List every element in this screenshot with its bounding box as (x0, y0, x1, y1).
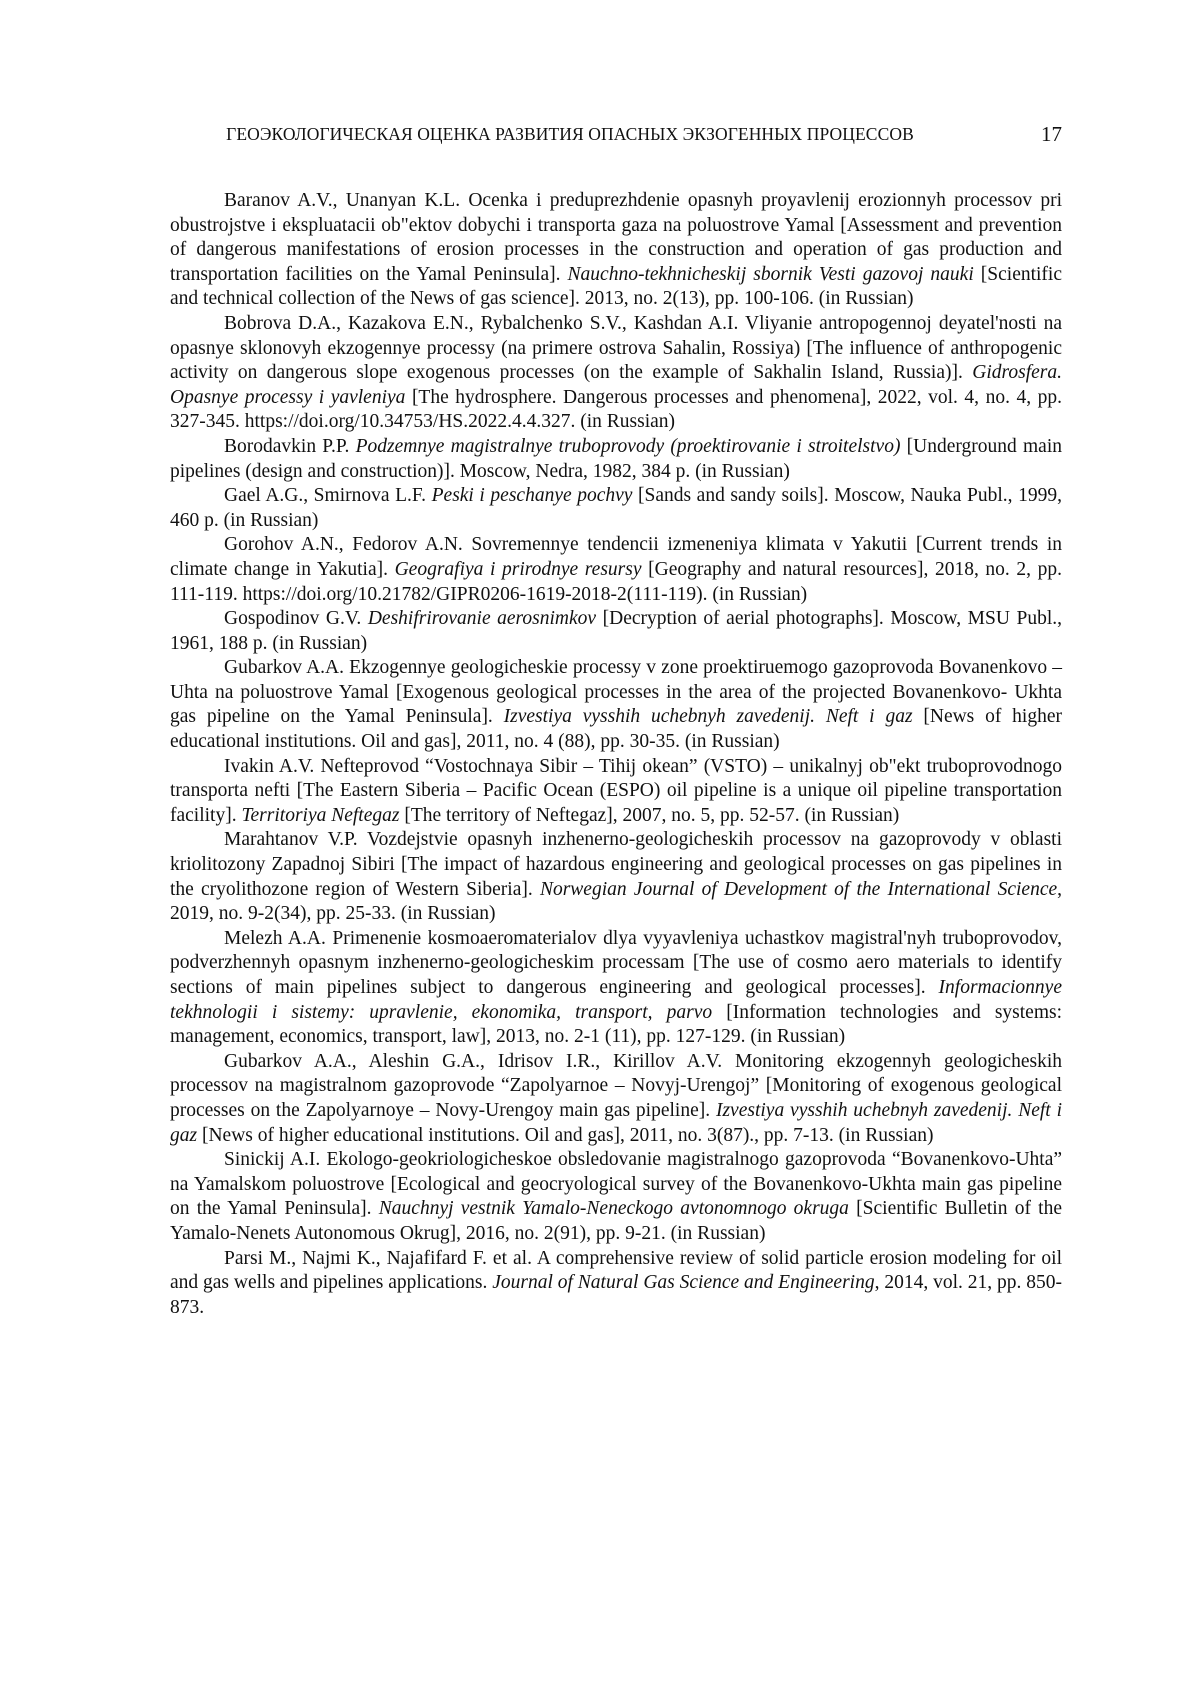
reference-journal: Territoriya Neftegaz (241, 804, 400, 826)
reference-journal: Nauchno-tekhnicheskij sbornik Vesti gazovoj nauki (567, 263, 974, 285)
reference-authors: Ivakin A.V. (224, 755, 321, 777)
reference-item (170, 828, 1062, 926)
reference-details: [The hydrosphere. Dangerous processes and phenomena], 2022, vol. 4, no. 4, pp. 327-345. https://doi.org/10.34753/HS.2022.4.4.327. (in Russian) (170, 386, 1062, 433)
reference-authors: Gael A.G., Smirnova L.F. (224, 485, 432, 507)
reference-text: Primenenie kosmoaeromaterialov dlya vyyavleniya uchastkov magistral'nyh truboprovodov, podverzhennyh opasnym inzhenerno-geologicheskim processam [The use of cosmo aero materials to identify sections of main pipelines subject to dangerous engineering and geological processes]. (170, 927, 1063, 998)
reference-text: Ocenka i preduprezhdenie opasnyh proyavlenij erozionnyh processov pri obustrojstve i ekspluatacii ob"ektov dobychi i transporta gaza na poluostrove Yamal [Assessment and prevention of dangerous manifestations of erosion processes in the construction and operation of gas production and transportation facilities on the Yamal Peninsula]. (170, 190, 1062, 285)
reference-details: , 2019, no. 9-2(34), pp. 25-33. (in Russian) (170, 878, 1063, 925)
reference-item (170, 189, 1062, 312)
running-title: ГЕОЭКОЛОГИЧЕСКАЯ ОЦЕНКА РАЗВИТИЯ ОПАСНЫХ ЭКЗОГЕННЫХ ПРОЦЕССОВ (226, 124, 914, 144)
reference-item (170, 1247, 1062, 1321)
reference-item (170, 484, 1062, 533)
reference-authors: Sinickij A.I. (224, 1149, 327, 1171)
reference-item (170, 927, 1062, 1050)
reference-journal: Peski i peschanye pochvy (431, 485, 633, 507)
reference-authors: Baranov A.V., Unanyan K.L. (224, 190, 469, 211)
reference-details: [News of higher educational institutions. Oil and gas], 2011, no. 3(87)., pp. 7-13. (in Russian) (197, 1124, 934, 1146)
reference-details: [Scientific Bulletin of the Yamalo-Nenets Autonomous Okrug], 2016, no. 2(91), pp. 9-21. (in Russian) (170, 1198, 1063, 1244)
page-number: 17 (1041, 122, 1062, 146)
reference-authors: Parsi M., Najmi K., Najafifard F. et al. (224, 1247, 537, 1269)
reference-text: Ekologo-geokriologicheskoe obsledovanie magistralnogo gazoprovoda “Bovanenkovo-Uhta” na Yamalskom poluostrove [Ecological and geocryological survey of the Bovanenkovo-Ukhta main gas pipeline on the Yamal Peninsula]. (170, 1149, 1063, 1220)
reference-journal: Norwegian Journal of Development of the International Science (539, 878, 1058, 900)
reference-item (170, 533, 1062, 607)
reference-list (170, 189, 1062, 1320)
reference-journal: Journal of Natural Gas Science and Engineering (492, 1272, 875, 1294)
reference-text: Monitoring ekzogennyh geologicheskih processov na magistralnom gazoprovode “Zapolyarnoe – Novyj-Urengoj” [Monitoring of exogenous geological processes on the Zapolyarnoye – Novy-Urengoy main gas pipeline]. (170, 1050, 1062, 1121)
reference-details: [News of higher educational institutions. Oil and gas], 2011, no. 4 (88), pp. 30-35. (in Russian) (170, 706, 1062, 753)
reference-journal: Informacionnye tekhnologii i sistemy: upravlenie, ekonomika, transport, parvo (170, 977, 1062, 1023)
reference-item (170, 312, 1062, 435)
reference-text: Sovremennye tendencii izmeneniya klimata v Yakutii [Current trends in climate change in Yakutia]. (170, 534, 1062, 580)
reference-journal: Nauchnyj vestnik Yamalo-Neneckogo avtonomnogo okruga (378, 1198, 849, 1220)
reference-authors: Borodavkin P.P. (224, 435, 356, 457)
reference-item (170, 656, 1062, 754)
reference-item (170, 755, 1062, 829)
reference-details: [Sands and sandy soils]. Moscow, Nauka Publ., 1999, 460 p. (in Russian) (170, 485, 1062, 531)
reference-text: Ekzogennye geologicheskie processy v zone proektiruemogo gazoprovoda Bovanenkovo – Uhta na poluostrove Yamal [Exogenous geological processes in the area of the projected Bovanenkovo- Ukhta gas pipeline on the Yamal Peninsula]. (170, 657, 1062, 728)
reference-text: A comprehensive review of solid particle erosion modeling for oil and gas wells and pipelines applications. (170, 1247, 1062, 1294)
reference-journal: Izvestiya vysshih uchebnyh zavedenij. Neft i gaz (170, 1099, 1062, 1146)
running-header (170, 124, 1062, 152)
reference-journal: Geografiya i prirodnye resursy (394, 558, 642, 580)
reference-journal: Izvestiya vysshih uchebnyh zavedenij. Neft i gaz (503, 706, 913, 728)
reference-details: [Information technologies and systems: management, economics, transport, law], 2013, no. 2-1 (11), pp. 127-129. (in Russian) (170, 1001, 1062, 1048)
reference-authors: Melezh A.A. (224, 927, 333, 949)
reference-details: [The territory of Neftegaz], 2007, no. 5, pp. 52-57. (in Russian) (399, 804, 900, 826)
reference-item (170, 1050, 1062, 1148)
reference-authors: Gorohov A.N., Fedorov A.N. (224, 534, 472, 556)
reference-authors: Gubarkov A.A., Aleshin G.A., Idrisov I.R., Kirillov A.V. (224, 1050, 736, 1072)
reference-journal: Gidrosfera. Opasnye processy i yavleniya (170, 362, 1062, 408)
reference-details: [Decryption of aerial photographs]. Moscow, MSU Publ., 1961, 188 p. (in Russian) (170, 608, 1062, 654)
reference-journal: Podzemnye magistralnye truboprovody (proektirovanie i stroitelstvo) (355, 435, 901, 457)
reference-details: [Underground main pipelines (design and construction)]. Moscow, Nedra, 1982, 384 p. (in Russian) (170, 435, 1062, 482)
reference-item (170, 435, 1062, 484)
reference-authors: Bobrova D.A., Kazakova E.N., Rybalchenko S.V., Kashdan A.I. (224, 312, 745, 334)
reference-details: [Geography and natural resources], 2018, no. 2, pp. 111-119. https://doi.org/10.21782/GIPR0206-1619-2018-2(111-119). (in Russian) (170, 558, 1062, 605)
reference-authors: Marahtanov V.P. (224, 829, 368, 851)
reference-text: Vliyanie antropogennoj deyatel'nosti na opasnye sklonovyh ekzogennye processy (na primere ostrova Sahalin, Rossiya) [The influence of anthropogenic activity on dangerous slope exogenous processes (on the example of Sakhalin Island, Russia)]. (170, 312, 1062, 384)
reference-item (170, 1148, 1062, 1246)
reference-details: , 2014, vol. 21, pp. 850-873. (170, 1272, 1063, 1318)
reference-text: Nefteprovod “Vostochnaya Sibir – Tihij okean” (VSTO) – unikalnyj ob"ekt truboprovodnogo transporta nefti [The Eastern Siberia – Pacific Ocean (ESPO) oil pipeline is a unique oil pipeline transportation facility]. (170, 755, 1062, 826)
reference-authors: Gubarkov A.A. (224, 657, 350, 679)
reference-text: Vozdejstvie opasnyh inzhenerno-geologicheskih processov na gazoprovody v oblasti kriolitozony Zapadnoj Sibiri [The impact of hazardous engineering and geological processes on gas pipelines in the cryolithozone region of Western Siberia]. (170, 829, 1062, 900)
reference-item (170, 607, 1062, 656)
reference-journal: Deshifrirovanie aerosnimkov (367, 608, 597, 630)
reference-authors: Gospodinov G.V. (224, 608, 368, 630)
reference-details: [Scientific and technical collection of the News of gas science]. 2013, no. 2(13), pp. 100-106. (in Russian) (170, 263, 1062, 310)
